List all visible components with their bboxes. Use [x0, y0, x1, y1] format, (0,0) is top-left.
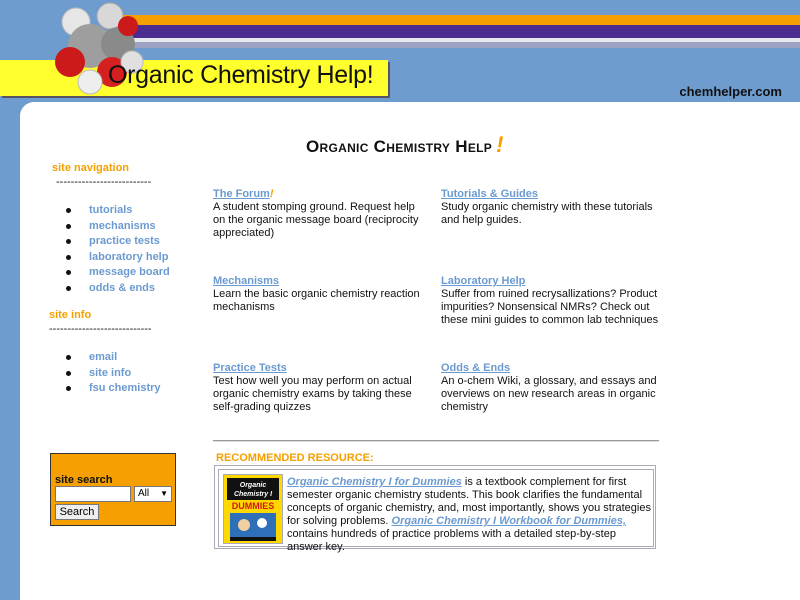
- bullet-icon: [66, 239, 71, 244]
- nav-link-mechanisms[interactable]: mechanisms: [89, 219, 156, 232]
- nav-link-odds-ends[interactable]: odds & ends: [89, 281, 156, 294]
- header-stripe-orange: [110, 15, 800, 25]
- section-forum: [213, 188, 423, 240]
- site-header: [0, 0, 800, 102]
- nav-link-laboratory-help[interactable]: laboratory help: [89, 250, 169, 263]
- laboratory-help-link[interactable]: Laboratory Help: [441, 275, 526, 287]
- site-title: Organic Chemistry Help!: [108, 61, 374, 89]
- bullet-icon: [66, 286, 71, 291]
- site-domain: chemhelper.com: [679, 84, 782, 99]
- site-info-title: site info: [49, 309, 92, 321]
- bullet-icon: [66, 371, 71, 376]
- info-divider: ----------------------------: [49, 323, 152, 335]
- mechanisms-description: Learn the basic organic chemistry reaction mechanisms: [213, 288, 420, 313]
- section-practice-tests: [213, 362, 423, 414]
- nav-item-laboratory-help: [66, 251, 196, 267]
- nav-item-message-board: [66, 266, 196, 282]
- search-button[interactable]: Search: [55, 504, 99, 520]
- nav-item-mechanisms: [66, 220, 196, 236]
- section-tutorials-guides: [441, 188, 659, 227]
- mechanisms-link[interactable]: Mechanisms: [213, 275, 280, 287]
- chevron-down-icon: ▼: [160, 489, 168, 498]
- book1-description: is a textbook complement for first semester organic chemistry students. This book clarifies the fundamental concepts of organic chemistry, and, most importantly, shows you strategies for solving problems.: [287, 476, 651, 527]
- odds-ends-description: An o-chem Wiki, a glossary, and essays and overviews on new research areas in organic chemistry: [441, 375, 657, 413]
- book-cover-image[interactable]: [223, 474, 283, 544]
- info-link-email[interactable]: email: [89, 351, 118, 363]
- nav-item-practice-tests: [66, 235, 196, 251]
- recommended-resource-title: RECOMMENDED RESOURCE:: [216, 452, 374, 464]
- forum-description: A student stomping ground. Request help on the organic message board (reciprocity appreciated): [213, 201, 419, 239]
- search-input[interactable]: [55, 486, 131, 502]
- info-link-fsu-chemistry[interactable]: fsu chemistry: [89, 382, 161, 394]
- forum-bang: !: [269, 188, 274, 200]
- bullet-icon: [66, 386, 71, 391]
- book1-link[interactable]: Organic Chemistry I for Dummies: [287, 476, 462, 488]
- practice-tests-description: Test how well you may perform on actual organic chemistry exams by taking these self-grading quizzes: [213, 375, 412, 413]
- section-laboratory-help: [441, 275, 659, 327]
- odds-ends-link[interactable]: Odds & Ends: [441, 362, 511, 374]
- tutorials-guides-link[interactable]: Tutorials & Guides: [441, 188, 538, 200]
- search-scope-value: All: [138, 488, 150, 499]
- bullet-icon: [66, 224, 71, 229]
- book2-link[interactable]: Organic Chemistry I Workbook for Dummies,: [391, 515, 627, 527]
- header-stripe-purple: [110, 25, 800, 38]
- recommended-resource-text: [287, 476, 653, 554]
- recommended-resource-inner: [218, 469, 654, 553]
- section-odds-ends: [441, 362, 659, 414]
- page-title: Organic Chemistry Help !: [306, 132, 504, 157]
- site-search-box: [50, 453, 176, 526]
- info-item-email: [66, 351, 196, 367]
- book2-description: contains hundreds of practice problems with a detailed step-by-step answer key.: [287, 528, 616, 553]
- section-divider: [213, 440, 659, 442]
- bullet-icon: [66, 355, 71, 360]
- bullet-icon: [66, 255, 71, 260]
- nav-link-message-board[interactable]: message board: [89, 266, 170, 278]
- nav-divider: --------------------------: [56, 176, 152, 188]
- info-link-site-info[interactable]: site info: [89, 366, 132, 379]
- site-search-label: site search: [55, 474, 113, 486]
- site-info-list: [66, 351, 196, 398]
- nav-item-tutorials: [66, 204, 196, 220]
- site-navigation-list: [66, 204, 196, 297]
- header-stripe-grey: [110, 42, 800, 48]
- info-item-site-info: [66, 367, 196, 383]
- forum-link[interactable]: The Forum: [213, 188, 270, 200]
- tutorials-guides-description: Study organic chemistry with these tutorials and help guides.: [441, 201, 653, 226]
- laboratory-help-description: Suffer from ruined recrysallizations? Product impurities? Nonsensical NMRs? Check out these mini guides to common lab techniques: [441, 288, 659, 326]
- book-cover-line1: Organic: [239, 482, 267, 489]
- search-scope-select[interactable]: [134, 486, 172, 502]
- book-cover-brand: DUMMIES: [231, 501, 275, 511]
- section-mechanisms: [213, 275, 423, 314]
- bullet-icon: [66, 270, 71, 275]
- nav-link-practice-tests[interactable]: practice tests: [89, 235, 160, 247]
- nav-item-odds-ends: [66, 282, 196, 298]
- practice-tests-link[interactable]: Practice Tests: [213, 362, 287, 374]
- bullet-icon: [66, 208, 71, 213]
- site-navigation-title: site navigation: [52, 162, 130, 174]
- book-cover-line2: Chemistry I: [233, 491, 273, 498]
- recommended-resource-box: [214, 465, 656, 553]
- info-item-fsu-chemistry: [66, 382, 196, 398]
- nav-link-tutorials[interactable]: tutorials: [89, 204, 133, 216]
